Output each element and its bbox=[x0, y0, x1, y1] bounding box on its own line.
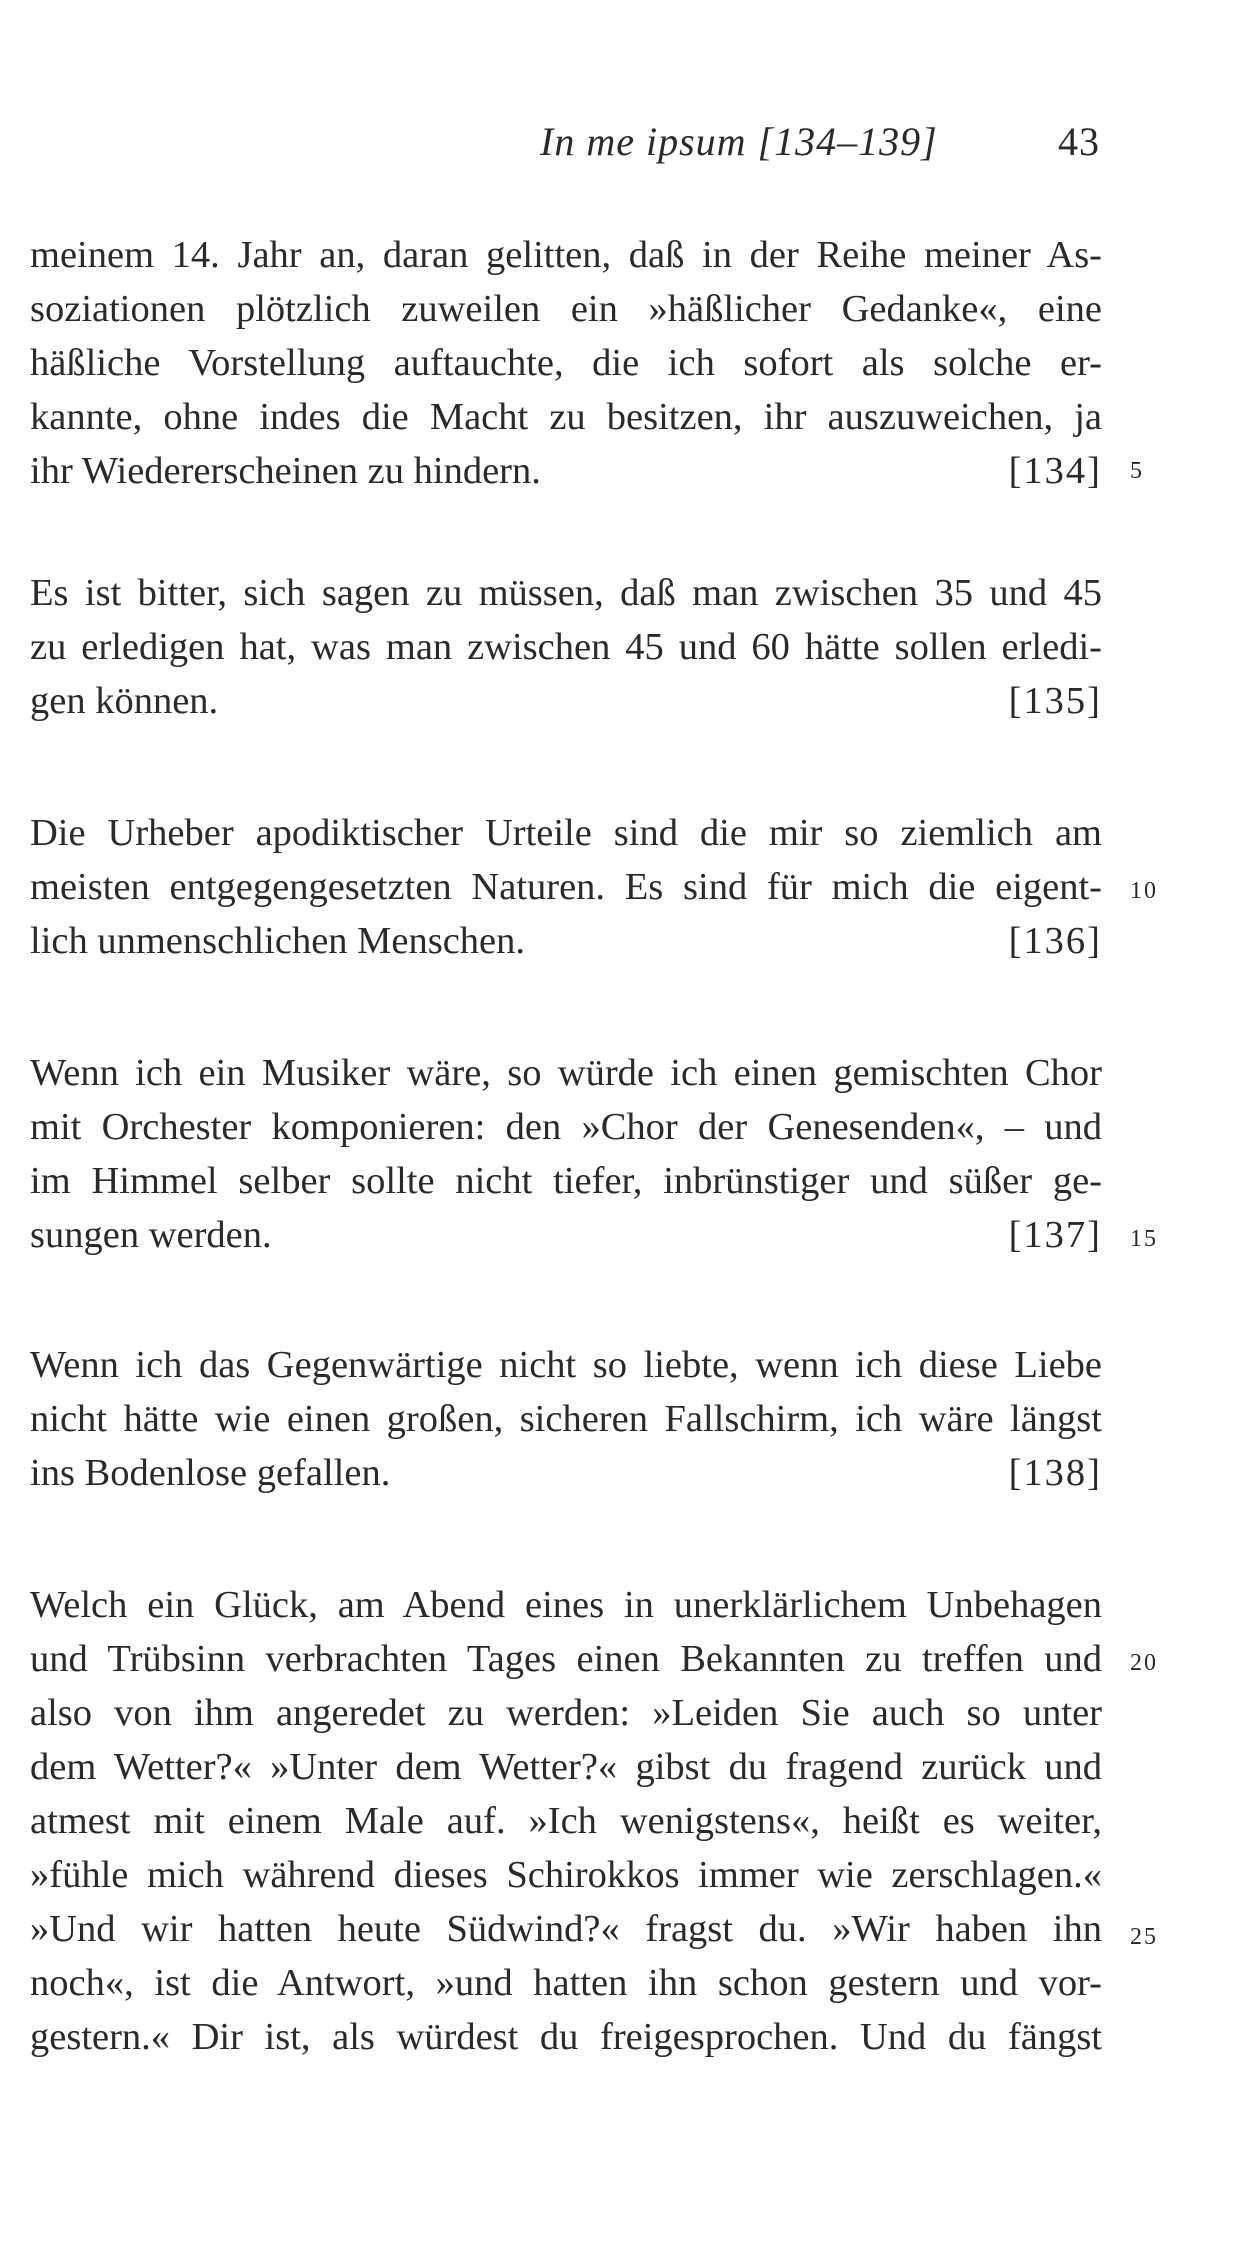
text-line: Die Urheber apodiktischer Urteile sind die mir so ziemlich am bbox=[30, 812, 1102, 854]
text-line bbox=[30, 1446, 1102, 1500]
text-line: »fühle mich während dieses Schirokkos immer wie zerschlagen.« bbox=[30, 1854, 1102, 1896]
text-line: Es ist bitter, sich sagen zu müssen, daß man zwischen 35 und 45 bbox=[30, 572, 1102, 614]
text-line: Welch ein Glück, am Abend eines in unerklärlichem Unbehagen bbox=[30, 1584, 1102, 1626]
text-line: gestern.« Dir ist, als würdest du freigesprochen. Und du fängst bbox=[30, 2016, 1102, 2058]
text-line: also von ihm angeredet zu werden: »Leiden Sie auch so unter bbox=[30, 1692, 1102, 1734]
text-line: noch«, ist die Antwort, »und hatten ihn schon gestern und vor- bbox=[30, 1962, 1102, 2004]
text-line: soziationen plötzlich zuweilen ein »häßlicher Gedanke«, eine bbox=[30, 288, 1102, 330]
margin-line-number: 10 bbox=[1130, 878, 1158, 904]
text-line: häßliche Vorstellung auftauchte, die ich sofort als solche er- bbox=[30, 342, 1102, 384]
text-line bbox=[30, 914, 1102, 968]
aphorism-reference: [135] bbox=[1008, 680, 1102, 722]
text-line: meinem 14. Jahr an, daran gelitten, daß in der Reihe meiner As- bbox=[30, 234, 1102, 276]
text-line-content: lich unmenschlichen Menschen. bbox=[30, 920, 526, 962]
text-line: und Trübsinn verbrachten Tages einen Bekannten zu treffen und bbox=[30, 1638, 1102, 1680]
running-head bbox=[540, 118, 1100, 178]
margin-line-number: 20 bbox=[1130, 1650, 1158, 1676]
aphorism-reference: [137] bbox=[1008, 1214, 1102, 1256]
text-line bbox=[30, 674, 1102, 728]
text-line: meisten entgegengesetzten Naturen. Es sind für mich die eigent- bbox=[30, 866, 1102, 908]
aphorism-reference: [138] bbox=[1008, 1452, 1102, 1494]
text-line: atmest mit einem Male auf. »Ich wenigstens«, heißt es weiter, bbox=[30, 1800, 1102, 1842]
text-line: mit Orchester komponieren: den »Chor der Genesenden«, – und bbox=[30, 1106, 1102, 1148]
text-line: Wenn ich das Gegenwärtige nicht so liebte, wenn ich diese Liebe bbox=[30, 1344, 1102, 1386]
aphorism-reference: [134] bbox=[1008, 450, 1102, 492]
text-line-content: ihr Wiedererscheinen zu hindern. bbox=[30, 450, 541, 492]
text-line: dem Wetter?« »Unter dem Wetter?« gibst du fragend zurück und bbox=[30, 1746, 1102, 1788]
text-line bbox=[30, 444, 1102, 498]
text-line-content: sungen werden. bbox=[30, 1214, 272, 1256]
text-line-content: gen können. bbox=[30, 680, 219, 722]
margin-line-number: 25 bbox=[1130, 1924, 1158, 1950]
page-number: 43 bbox=[1058, 119, 1100, 164]
text-line: zu erledigen hat, was man zwischen 45 und 60 hätte sollen erledi- bbox=[30, 626, 1102, 668]
text-line bbox=[30, 1208, 1102, 1262]
margin-line-number: 5 bbox=[1130, 458, 1144, 484]
text-line: Wenn ich ein Musiker wäre, so würde ich einen gemischten Chor bbox=[30, 1052, 1102, 1094]
text-line: »Und wir hatten heute Südwind?« fragst du. »Wir haben ihn bbox=[30, 1908, 1102, 1950]
text-line: kannte, ohne indes die Macht zu besitzen, ihr auszuweichen, ja bbox=[30, 396, 1102, 438]
text-line: im Himmel selber sollte nicht tiefer, inbrünstiger und süßer ge- bbox=[30, 1160, 1102, 1202]
running-head-title: In me ipsum [134–139] bbox=[540, 119, 938, 164]
text-line-content: ins Bodenlose gefallen. bbox=[30, 1452, 391, 1494]
aphorism-reference: [136] bbox=[1008, 920, 1102, 962]
text-line: nicht hätte wie einen großen, sicheren Fallschirm, ich wäre längst bbox=[30, 1398, 1102, 1440]
margin-line-number: 15 bbox=[1130, 1226, 1158, 1252]
